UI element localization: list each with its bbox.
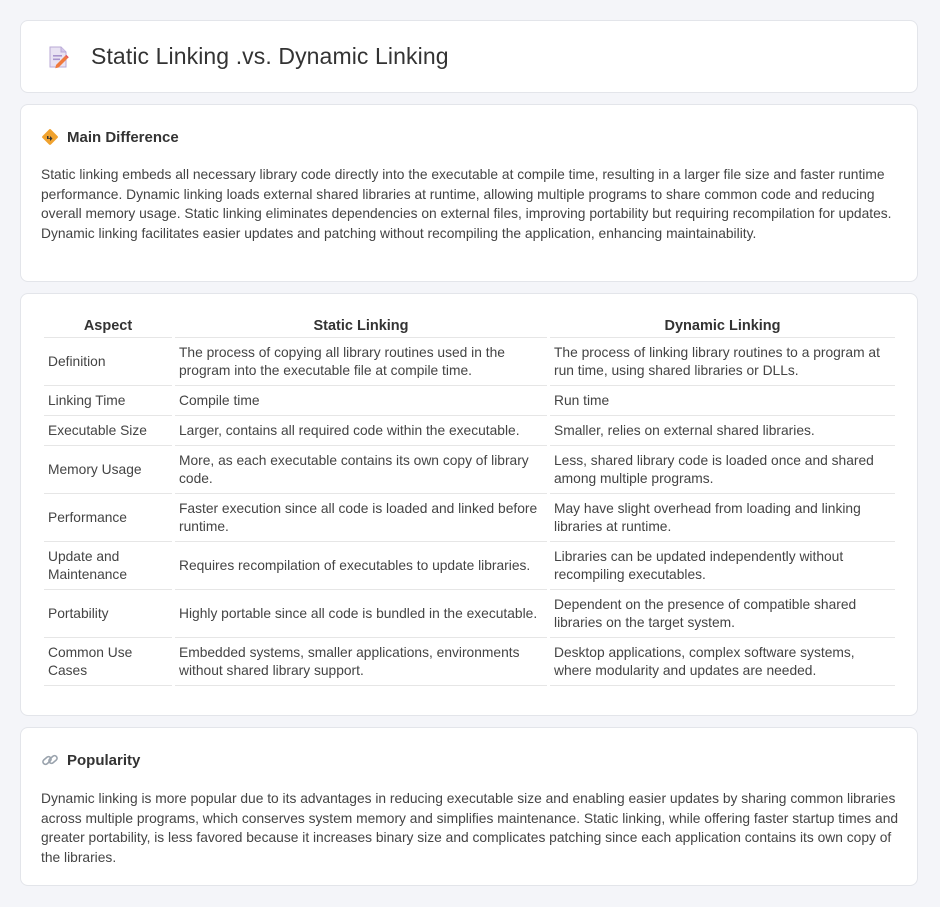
static-cell: The process of copying all library routines used in the program into the executable file at compile time. xyxy=(175,338,547,386)
aspect-cell: Definition xyxy=(44,338,172,386)
static-cell: Requires recompilation of executables to update libraries. xyxy=(175,542,547,590)
aspect-cell: Common Use Cases xyxy=(44,638,172,686)
aspect-cell: Portability xyxy=(44,590,172,638)
comparison-card xyxy=(20,293,918,716)
popularity-card xyxy=(20,727,918,886)
link-icon xyxy=(41,751,59,769)
table-row xyxy=(44,446,895,494)
table-row xyxy=(44,542,895,590)
diamond-sign-icon xyxy=(41,128,59,146)
aspect-cell: Performance xyxy=(44,494,172,542)
static-cell: Highly portable since all code is bundled in the executable. xyxy=(175,590,547,638)
document-edit-icon xyxy=(45,44,71,70)
table-row xyxy=(44,590,895,638)
static-cell: Larger, contains all required code within the executable. xyxy=(175,416,547,446)
column-header-static: Static Linking xyxy=(175,316,547,338)
dynamic-cell: Libraries can be updated independently without recompiling executables. xyxy=(550,542,895,590)
popularity-header xyxy=(41,751,140,769)
dynamic-cell: Smaller, relies on external shared libraries. xyxy=(550,416,895,446)
aspect-cell: Memory Usage xyxy=(44,446,172,494)
aspect-cell: Update and Maintenance xyxy=(44,542,172,590)
dynamic-cell: May have slight overhead from loading and linking libraries at runtime. xyxy=(550,494,895,542)
dynamic-cell: Desktop applications, complex software systems, where modularity and updates are needed. xyxy=(550,638,895,686)
column-header-aspect: Aspect xyxy=(44,316,172,338)
static-cell: Embedded systems, smaller applications, environments without shared library support. xyxy=(175,638,547,686)
table-row xyxy=(44,338,895,386)
table-row xyxy=(44,638,895,686)
comparison-table xyxy=(41,316,898,686)
dynamic-cell: Less, shared library code is loaded once and shared among multiple programs. xyxy=(550,446,895,494)
dynamic-cell: The process of linking library routines to a program at run time, using shared libraries or DLLs. xyxy=(550,338,895,386)
dynamic-cell: Run time xyxy=(550,386,895,416)
table-row xyxy=(44,416,895,446)
main-difference-title: Main Difference xyxy=(67,128,179,146)
table-header-row xyxy=(44,316,895,338)
dynamic-cell: Dependent on the presence of compatible shared libraries on the target system. xyxy=(550,590,895,638)
main-difference-card xyxy=(20,104,918,282)
static-cell: Faster execution since all code is loaded and linked before runtime. xyxy=(175,494,547,542)
popularity-title: Popularity xyxy=(67,751,141,769)
table-row xyxy=(44,386,895,416)
static-cell: More, as each executable contains its own copy of library code. xyxy=(175,446,547,494)
page-title: Static Linking .vs. Dynamic Linking xyxy=(91,43,449,69)
aspect-cell: Executable Size xyxy=(44,416,172,446)
title-row xyxy=(45,43,449,70)
column-header-dynamic: Dynamic Linking xyxy=(550,316,895,338)
main-difference-header xyxy=(41,128,179,146)
static-cell: Compile time xyxy=(175,386,547,416)
aspect-cell: Linking Time xyxy=(44,386,172,416)
title-card xyxy=(20,20,918,93)
popularity-text: Dynamic linking is more popular due to its advantages in reducing executable size and enabling easier updates by sharing common libraries across multiple programs, which conserves system memory and simplifies maintenance. Static linking, while offering faster startup times and greater portability, is less favored because it increases binary size and complicates patching since each application contains its own copy of the libraries. xyxy=(41,791,899,865)
main-difference-text: Static linking embeds all necessary library code directly into the executable at compile time, resulting in a larger file size and faster runtime performance. Dynamic linking loads external shared libraries at runtime, allowing multiple programs to share common code and reducing overall memory usage. Static linking eliminates dependencies on external files, improving portability but requiring recompilation for updates. Dynamic linking facilitates easier updates and patching without recompiling the application, enhancing maintainability. xyxy=(41,167,892,241)
table-row xyxy=(44,494,895,542)
